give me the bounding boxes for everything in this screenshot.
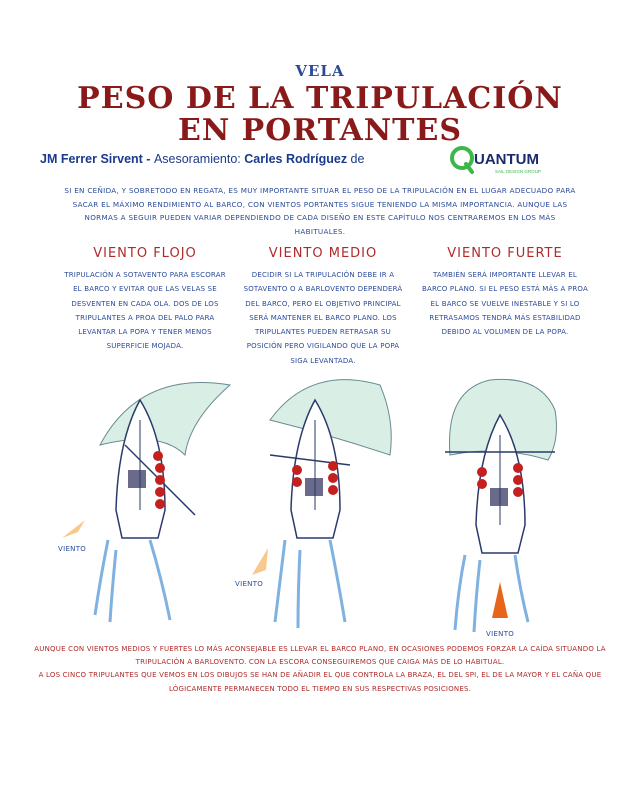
intro-paragraph: SI EN CEÑIDA, Y SOBRETODO EN REGATA, ES MUY IMPORTANTE SITUAR EL PESO DE LA TRIPULACIÓN EN EL LUGAR ADECUADO PARA SACAR EL MÁXIMO RENDIMIENTO AL BARCO, CON VIENTOS PORTANTES SIGUE TENIENDO LA MISMA IMPORTANCIA. AUNQUE LAS NORMAS A SEGUIR PUEDEN VARIAR DEPENDIENDO DE CADA DISEÑO EN ESTE CAPÍTULO NOS CENTRAREMOS EN LOS MÁS HABITUALES. bbox=[64, 186, 576, 236]
heading-viento-fuerte: VIENTO FUERTE bbox=[447, 246, 563, 261]
heading-viento-medio: VIENTO MEDIO bbox=[268, 246, 378, 261]
text-viento-fuerte: TAMBIÉN SERÁ IMPORTANTE LLEVAR EL BARCO PLANO. SI EL PESO ESTÁ MÁS A PROA EL BARCO SE VUELVE INESTABLE Y SI LO RETRASAMOS TENDRÁ MÁS ESTABILIDAD DEBIDO AL VOLUMEN DE LA POPA. bbox=[422, 271, 588, 337]
water-wake bbox=[275, 540, 345, 628]
spinnaker-sail bbox=[100, 383, 230, 456]
boat-illustration-medium-wind bbox=[252, 380, 391, 628]
crew-member bbox=[328, 461, 338, 471]
advisor-de: de bbox=[347, 152, 365, 166]
crew-member bbox=[328, 473, 338, 483]
logo-tagline: SAIL DESIGN GROUP bbox=[495, 169, 541, 174]
crew-member bbox=[155, 463, 165, 473]
crew-member bbox=[477, 479, 487, 489]
text-viento-flojo: TRIPULACIÓN A SOTAVENTO PARA ESCORAR EL BARCO Y EVITAR QUE LAS VELAS SE DESVENTEN EN CADA OLA. DOS DE LOS TRIPULANTES A PROA DEL PALO PARA LEVANTAR LA POPA Y TENER MENOS SUPERFICIE MOJADA. bbox=[64, 271, 226, 351]
boat-illustration-light-wind bbox=[62, 383, 230, 623]
author-name: JM Ferrer Sirvent - bbox=[40, 152, 154, 166]
crew-member bbox=[513, 487, 523, 497]
cockpit bbox=[128, 470, 146, 488]
advice-label: Asesoramiento: bbox=[153, 152, 245, 166]
water-wake bbox=[95, 540, 170, 622]
crew-member bbox=[153, 451, 163, 461]
crew-member bbox=[292, 477, 302, 487]
outro-text bbox=[30, 643, 610, 696]
text-viento-medio: DECIDIR SI LA TRIPULACIÓN DEBE IR A SOTAVENTO O A BARLOVENTO DEPENDERÁ DEL BARCO, PERO EL OBJETIVO PRINCIPAL SERÁ MANTENER EL BARCO PLANO. LOS TRIPULANTES PUEDEN RETRASAR SU POSICIÓN PERO VIGILANDO QUE LA POPA SIGA LEVANTADA. bbox=[243, 271, 403, 365]
crew-member bbox=[513, 475, 523, 485]
water-wake bbox=[455, 555, 528, 632]
advisor-name: Carles Rodríguez bbox=[244, 152, 348, 166]
wind-label-strong: VIENTO bbox=[486, 630, 515, 638]
section-label: VELA bbox=[295, 62, 345, 80]
crew-member bbox=[155, 499, 165, 509]
crew-member bbox=[513, 463, 523, 473]
cockpit bbox=[305, 478, 323, 496]
wind-arrow bbox=[492, 582, 508, 618]
quantum-logo bbox=[450, 144, 550, 176]
logo-wordmark: UANTUM bbox=[474, 151, 539, 168]
wind-arrow bbox=[252, 548, 268, 575]
crew-member bbox=[155, 475, 165, 485]
crew-member bbox=[292, 465, 302, 475]
heading-viento-flojo: VIENTO FLOJO bbox=[93, 246, 197, 261]
cockpit bbox=[490, 488, 508, 506]
boat-illustration-strong-wind bbox=[445, 379, 556, 632]
crew-member bbox=[328, 485, 338, 495]
wind-label-light: VIENTO bbox=[58, 545, 87, 553]
crew-member bbox=[477, 467, 487, 477]
page-title-line-2: EN PORTANTES bbox=[177, 113, 463, 148]
crew-member bbox=[155, 487, 165, 497]
outro-paragraph-2: A LOS CINCO TRIPULANTES QUE VEMOS EN LOS DIBUJOS SE HAN DE AÑADIR EL QUE CONTROLA LA BRAZA, EL DEL SPI, EL DE LA MAYOR Y EL CAÑA QUE LÓGICAMENTE PERMANECEN TODO EL TIEMPO EN SUS RESPECTIVAS POSICIONES. bbox=[38, 671, 602, 693]
outro-paragraph-1: AUNQUE CON VIENTOS MEDIOS Y FUERTES LO MÁS ACONSEJABLE ES LLEVAR EL BARCO PLANO, EN OCASIONES PODEMOS FORZAR LA CAÍDA SITUANDO LA TRIPULACIÓN A BARLOVENTO. CON LA ESCORA CONSEGUIREMOS QUE CAIGA MÁS DE LO HABITUAL. bbox=[34, 645, 606, 667]
page-title-line-1: PESO DE LA TRIPULACIÓN bbox=[77, 81, 563, 116]
wind-label-medium: VIENTO bbox=[235, 580, 264, 588]
wind-arrow bbox=[62, 520, 85, 538]
boat-illustrations bbox=[0, 360, 640, 640]
